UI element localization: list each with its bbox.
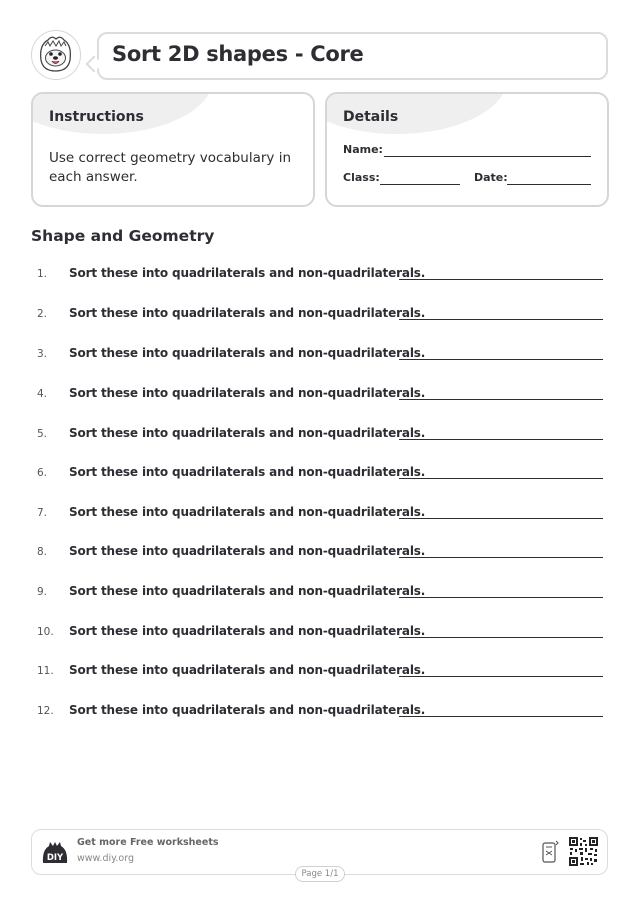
yeti-mascot-icon — [31, 30, 81, 80]
question-text: Sort these into quadrilaterals and non-quadrilaterals. — [69, 584, 426, 598]
diy-logo-icon[interactable] — [41, 841, 69, 869]
instructions-text: Use correct geometry vocabulary in each answer. — [49, 150, 292, 185]
answer-line[interactable] — [399, 319, 603, 320]
details-heading: Details — [343, 109, 399, 125]
answer-line[interactable] — [399, 557, 603, 558]
question-number: 4. — [37, 388, 48, 400]
question-text: Sort these into quadrilaterals and non-quadrilaterals. — [69, 624, 426, 638]
question-row — [37, 425, 603, 445]
question-text: Sort these into quadrilaterals and non-quadrilaterals. — [69, 703, 426, 717]
question-row — [37, 464, 603, 484]
question-number: 11. — [37, 665, 54, 677]
question-number: 10. — [37, 626, 54, 638]
question-row — [37, 623, 603, 643]
question-number: 7. — [37, 507, 48, 519]
question-number: 9. — [37, 586, 48, 598]
name-field[interactable] — [384, 156, 591, 157]
question-text: Sort these into quadrilaterals and non-quadrilaterals. — [69, 306, 426, 320]
answer-line[interactable] — [399, 279, 603, 280]
question-row — [37, 504, 603, 524]
question-number: 5. — [37, 428, 48, 440]
answer-line[interactable] — [399, 597, 603, 598]
question-text: Sort these into quadrilaterals and non-quadrilaterals. — [69, 465, 426, 479]
question-row — [37, 345, 603, 365]
question-text: Sort these into quadrilaterals and non-quadrilaterals. — [69, 426, 426, 440]
question-number: 3. — [37, 348, 48, 360]
class-field[interactable] — [380, 184, 460, 185]
answer-line[interactable] — [399, 478, 603, 479]
answer-line[interactable] — [399, 518, 603, 519]
class-label: Class: — [343, 171, 380, 184]
instructions-heading: Instructions — [49, 109, 144, 125]
question-row — [37, 385, 603, 405]
answer-line[interactable] — [399, 676, 603, 677]
question-number: 6. — [37, 467, 48, 479]
question-text: Sort these into quadrilaterals and non-quadrilaterals. — [69, 505, 426, 519]
answer-line[interactable] — [399, 637, 603, 638]
question-number: 2. — [37, 308, 48, 320]
answer-line[interactable] — [399, 716, 603, 717]
question-row — [37, 305, 603, 325]
question-row — [37, 583, 603, 603]
details-panel — [325, 92, 609, 207]
question-row — [37, 702, 603, 722]
question-number: 12. — [37, 705, 54, 717]
question-row — [37, 662, 603, 682]
question-text: Sort these into quadrilaterals and non-quadrilaterals. — [69, 346, 426, 360]
name-label: Name: — [343, 143, 383, 156]
answer-line[interactable] — [399, 359, 603, 360]
answer-line[interactable] — [399, 399, 603, 400]
question-number: 1. — [37, 268, 48, 280]
question-text: Sort these into quadrilaterals and non-quadrilaterals. — [69, 544, 426, 558]
question-text: Sort these into quadrilaterals and non-quadrilaterals. — [69, 266, 426, 280]
logo-text: DIY — [46, 853, 64, 863]
instructions-panel — [31, 92, 315, 207]
page-indicator: Page 1/1 — [295, 866, 345, 882]
answer-line[interactable] — [399, 439, 603, 440]
question-row — [37, 543, 603, 563]
question-row — [37, 265, 603, 285]
date-field[interactable] — [507, 184, 591, 185]
worksheet-title: Sort 2D shapes - Core — [112, 42, 364, 66]
footer-promo-text: Get more Free worksheets — [77, 837, 219, 848]
question-number: 8. — [37, 546, 48, 558]
question-text: Sort these into quadrilaterals and non-quadrilaterals. — [69, 663, 426, 677]
question-text: Sort these into quadrilaterals and non-quadrilaterals. — [69, 386, 426, 400]
phone-icon — [541, 839, 561, 869]
date-label: Date: — [474, 171, 508, 184]
section-title: Shape and Geometry — [31, 227, 215, 245]
qr-code-icon[interactable] — [568, 836, 599, 871]
footer-link[interactable]: www.diy.org — [77, 853, 134, 864]
